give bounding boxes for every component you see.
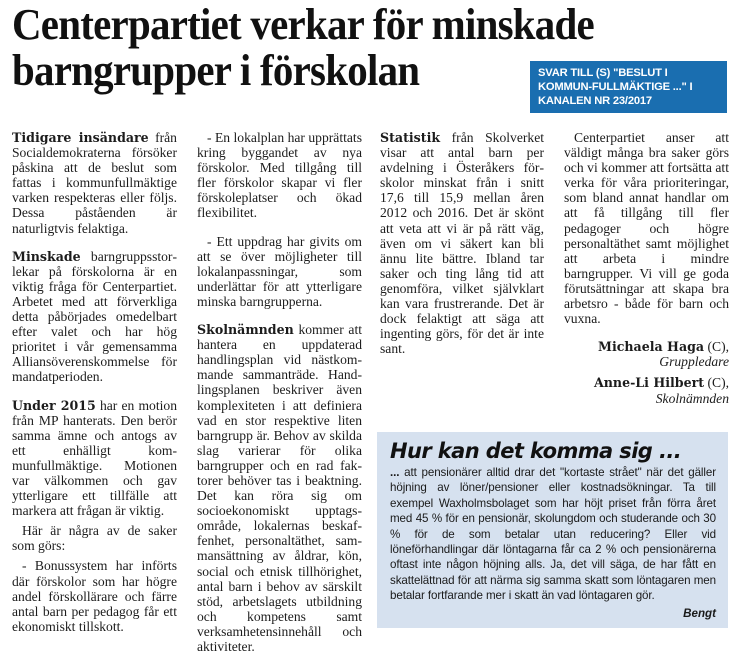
paragraph: - Bonussystem har införts där förskolor som har högre andel förskollärare och färre antal barn per pedagog får ett ekonomiskt tillskott.	[12, 558, 177, 634]
paragraph-lead: Skolnämnden	[197, 322, 294, 338]
paragraph	[12, 130, 177, 236]
headline-line-1: Centerpartiet verkar för minskade	[12, 0, 594, 49]
paragraph-text: - En lokalplan har upprättats kring byggandet av nya förskolor. Med tillgång till fler förskolor skapar vi fler förskoleplatser och ökad flexibilitet.	[197, 130, 362, 221]
reader-letter-lead: ...	[390, 466, 400, 479]
article-column-1	[12, 130, 177, 634]
paragraph-text: - Ett uppdrag har givits om att se över möjligheter till lokalanpassningar, som underlättar för att ytterligare minska barngrupperna.	[197, 233, 362, 309]
paragraph-lead: Under 2015	[12, 397, 96, 413]
paragraph-text: från Socialdemokraterna försöker påskina att de beslut som fattas i kommunfullmäktige varken respekteras eller följs. Dessa påståenden är naturligtvis felaktiga.	[12, 130, 177, 236]
paragraph	[197, 234, 362, 309]
signature	[564, 339, 729, 369]
signature-name: Anne-Li Hilbert	[593, 375, 705, 391]
signature-party: (C),	[704, 339, 729, 355]
paragraph: Här är några av de saker som görs:	[12, 523, 177, 554]
paragraph-text: har en motion från MP hanterats. Den berör samma ämne och antogs av ett enhälligt kommunfullmäktige. Motionen var välkommen och gav ytterligare ett tillfälle att markera att frågan är viktig.	[12, 397, 177, 519]
reader-letter-signature: Bengt	[683, 606, 716, 620]
paragraph-text: kommer att hantera en uppdaterad handlingsplan vid nästkommande sammanträde. Handlingsplanen beskriver även komplexiteten i att definiera vad en stor respektive liten barngrupp är. Behov av skilda slag varierar för olika barngrupper och en rad faktorer behöver tas i beaktning. Det kan röra sig om socioekonomiskt upptagsområde, lokalernas beskaffenhet, personaltäthet, sammansättning av åldrar, kön, social och etnisk tillhörighet, antal barn i behov av särskilt stöd, arbetslagets utbildning och kompetens samt verksamhetensinnehåll och aktiviteter.	[197, 322, 362, 654]
paragraph-text: barngruppsstorlekar på förskolorna är en viktig fråga för Centerpartiet. Arbetet med att förverkliga detta påbörjades omedelbart efter valet och har hög prioritet i vår gemensamma Alliansöverenskommelse för mandatperioden.	[12, 248, 177, 385]
signature-role: Gruppledare	[659, 354, 729, 370]
headline	[12, 0, 594, 95]
signature-name: Michaela Haga	[598, 339, 705, 355]
paragraph	[12, 249, 177, 385]
paragraph-text: från Skolverket visar att antal barn per avdelning i Österåkers förskolor minskat från i snitt 17,6 till 15,9 mellan åren 2012 och 2016. Det är skönt att veta att vi är på rätt väg, även om vi säkert kan bli ännu lite bättre. Ibland tar saker och ting lång tid att genomföra, vilket självklart kan vara frustrerande. Det är dock felaktigt att säga att ingenting görs, för det är inte sant.	[380, 130, 544, 357]
paragraph	[12, 398, 177, 519]
reader-letter-body	[390, 465, 716, 604]
signature-party: (C),	[704, 375, 729, 391]
signature	[564, 375, 729, 405]
reply-reference-badge: SVAR TILL (S) "BESLUT I KOMMUN-FULLMÄKTIGE ..." I KANALEN NR 23/2017	[530, 61, 727, 113]
headline-line-2: barngrupper i förskolan	[12, 46, 420, 95]
paragraph-lead: Statistik	[380, 130, 441, 145]
paragraph-lead: Tidigare insändare	[12, 130, 149, 145]
signature-role: Skolnämnden	[655, 390, 729, 406]
paragraph: Centerpartiet anser att väldigt många bra saker görs och vi kommer att fortsätta att verka för våra prioriteringar, som bland annat handlar om att få tillgång till fler pedagoger och högre personaltäthet samt möjlighet att arbeta i mindre barngrupper. Vi vill ge goda förutsättningar att skapa bra arbetsro - både för barn och vuxna.	[564, 130, 729, 327]
paragraph	[380, 130, 544, 356]
reader-letter-box	[377, 432, 728, 628]
article-column-4	[564, 130, 729, 412]
paragraph-lead: Minskade	[12, 248, 81, 264]
article-column-2	[197, 130, 362, 654]
article-column-3	[380, 130, 544, 369]
reader-letter-title: Hur kan det komma sig ...	[390, 439, 682, 463]
paragraph	[197, 322, 362, 654]
reader-letter-text: att pensionärer alltid drar det "kortaste strået" när det gäller höjning av löner/pensioner eller kostnadsökningar. Ta till exempel Waxholmsbolaget som har höjt priset från förra året med 45 % för en pensionär, skolungdom och studerande och 30 % för de som betalar utan reducering? Eller vid löneförhandlingar där löntagarna får ca 2 % och pensionärerna oftast inte någon höjning alls. Ja, det vill säga, de har fått en skattelättnad för att närma sig samma skatt som löntagaren men betalar fortfarande mer i skatt än vad löntagaren gör.	[390, 466, 716, 603]
paragraph	[197, 130, 362, 221]
